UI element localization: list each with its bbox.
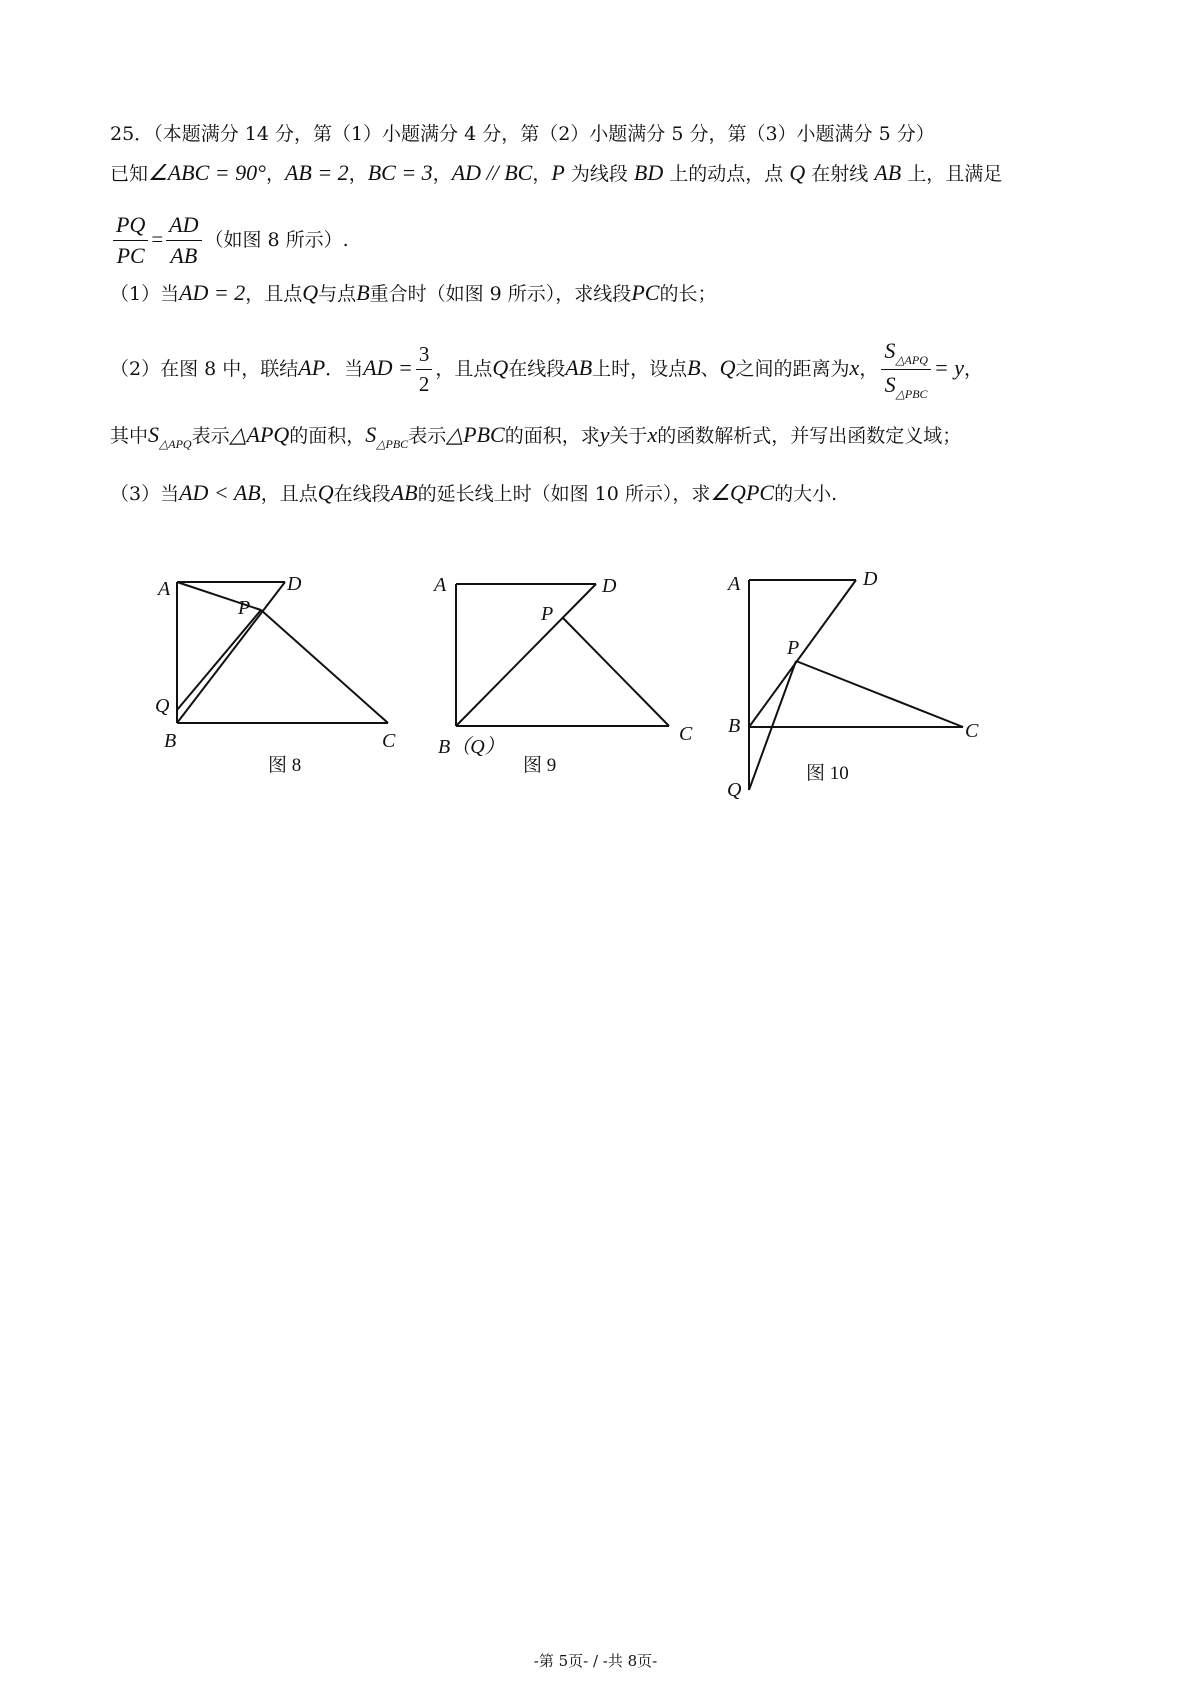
fig8-segment-ap: [177, 582, 261, 610]
part-text: 的函数解析式，并写出函数定义域；: [657, 425, 962, 447]
variable-x: x: [849, 354, 860, 380]
subscript: △APQ: [159, 437, 192, 451]
part-text: 的面积，: [289, 425, 366, 447]
fig10-segment-bd: [749, 580, 856, 727]
given-text: 为线段: [564, 163, 634, 185]
segment-ab: AB: [565, 354, 593, 380]
part-text: ．当: [325, 357, 364, 380]
condition: AD = 2: [179, 280, 246, 305]
fig10-caption: 图 10: [806, 763, 849, 784]
point-q: Q: [302, 280, 319, 305]
point-q: Q: [719, 354, 736, 380]
area-symbol: S: [884, 338, 896, 363]
bc-value: BC = 3: [367, 160, 433, 185]
part-text: 表示: [408, 425, 447, 447]
fig9-label-p: P: [541, 603, 554, 625]
ad-parallel-bc: AD // BC: [451, 160, 533, 185]
figure-9-drawing: [456, 584, 669, 726]
segment-pc: PC: [631, 280, 660, 305]
part-text: 的长；: [659, 283, 717, 305]
numerator: [881, 338, 931, 370]
page-footer: -第 5页- / -共 8页-: [533, 1652, 658, 1670]
part-label: （1）当: [110, 283, 180, 305]
part-text: ，且点: [245, 283, 303, 305]
fig8-label-a: A: [158, 578, 171, 600]
part-text: 与点: [318, 283, 357, 305]
part-text: 、: [700, 357, 720, 380]
sep: ，: [348, 163, 368, 185]
ab-value: AB = 2: [284, 160, 349, 185]
equals-sign: =: [151, 226, 164, 251]
given-prefix: 已知: [110, 163, 149, 185]
fig10-label-a: A: [728, 573, 741, 595]
denominator: [882, 370, 931, 401]
fig9-label-a: A: [434, 574, 447, 596]
variable-x: x: [647, 422, 658, 447]
part-text: 的延长线上时（如图 10 所示），求: [417, 483, 711, 505]
part-label: （3）当: [110, 483, 180, 505]
problem-score-note: （本题满分 14 分，第（1）小题满分 4 分，第（2）小题满分 5 分，第（3）小题满分 5 分）: [153, 123, 935, 145]
denominator: PC: [116, 243, 145, 269]
part-text: 在线段: [508, 357, 566, 380]
part-text: ，且点: [435, 357, 493, 380]
ray-ab: AB: [874, 160, 902, 185]
part-text: 的大小.: [774, 483, 838, 505]
part-text: 重合时（如图 9 所示），求线段: [369, 283, 632, 305]
fig9-label-bq: B（Q）: [438, 736, 505, 758]
area-symbol: S: [365, 422, 377, 447]
part-text: 在线段: [333, 483, 391, 505]
fig8-label-p: P: [238, 597, 251, 619]
sep: ，: [432, 163, 452, 185]
fig8-label-b: B: [164, 730, 177, 752]
segment-bd: BD: [633, 160, 664, 185]
given-line: [110, 160, 1002, 186]
fig8-label-q: Q: [155, 695, 170, 717]
fig9-segment-bd: [456, 584, 596, 726]
fig9-label-c: C: [679, 723, 693, 745]
part-2: [110, 338, 983, 402]
fraction-ad-ab: [166, 212, 201, 270]
given-text: 上，且满足: [901, 163, 1003, 185]
variable-y: y: [599, 422, 610, 447]
part-label: （2）在图 8 中，联结: [110, 357, 299, 380]
angle-abc: ∠ABC = 90°: [148, 160, 266, 185]
part-text: 其中: [110, 425, 149, 447]
condition: AD < AB: [179, 480, 261, 505]
numerator: AD: [166, 212, 201, 241]
given-text: 在射线: [805, 163, 875, 185]
fig10-label-c: C: [965, 720, 979, 742]
denominator: 2: [418, 372, 430, 397]
problem-number: 25．: [110, 123, 154, 145]
area-symbol: S: [148, 422, 160, 447]
sep: ，: [532, 163, 552, 185]
fig8-label-d: D: [287, 573, 302, 595]
fraction-area-ratio: [881, 338, 931, 402]
subscript: △PBC: [376, 437, 409, 451]
numerator: PQ: [113, 212, 148, 241]
segment-ab: AB: [390, 480, 418, 505]
fig9-label-d: D: [602, 575, 617, 597]
area-symbol: S: [884, 372, 896, 398]
subscript: △PBC: [895, 387, 928, 402]
figure-10-drawing: [749, 580, 963, 790]
point-p: P: [551, 160, 565, 185]
point-b: B: [687, 354, 701, 380]
fig8-label-c: C: [382, 730, 396, 752]
denominator: AB: [170, 243, 198, 269]
part-2-continued: [110, 422, 961, 451]
fig10-label-p: P: [787, 637, 800, 659]
point-q: Q: [317, 480, 334, 505]
point-q: Q: [789, 160, 806, 185]
fraction-three-halves: [416, 342, 433, 397]
part-3: [110, 480, 837, 506]
part-text: 表示: [191, 425, 230, 447]
fig8-segment-pc: [261, 610, 388, 723]
part-1: [110, 280, 716, 306]
given-text: 上的动点，点: [663, 163, 790, 185]
segment-ap: AP: [298, 354, 326, 380]
part-text: 之间的距离为: [735, 357, 850, 380]
fig9-segment-pc: [563, 618, 669, 726]
sep: ，: [265, 163, 285, 185]
part-text: 的面积，求: [504, 425, 600, 447]
fig10-segment-pq: [749, 661, 796, 790]
point-q: Q: [492, 354, 509, 380]
fig8-segment-pq: [177, 610, 261, 710]
fig10-label-b: B: [728, 715, 741, 737]
ad-eq: AD =: [363, 354, 413, 380]
fraction-pq-pc: [113, 212, 148, 270]
triangle-pbc: △PBC: [446, 422, 505, 447]
fig9-caption: 图 9: [523, 755, 557, 776]
numerator: 3: [416, 342, 433, 370]
fig10-segment-pc: [796, 661, 963, 727]
figure-reference: （如图 8 所示）.: [204, 228, 349, 251]
figure-8-drawing: [177, 582, 388, 723]
ratio-line: [110, 212, 349, 270]
angle-qpc: ∠QPC: [710, 480, 775, 505]
part-text: 上时，设点: [592, 357, 688, 380]
equals-y: = y: [933, 354, 965, 380]
part-text: 关于: [609, 425, 648, 447]
fig8-caption: 图 8: [268, 755, 302, 776]
fig8-segment-bd: [177, 582, 285, 723]
part-text: ，且点: [260, 483, 318, 505]
part-text: ，: [859, 357, 879, 380]
fig10-label-d: D: [863, 568, 878, 590]
triangle-apq: △APQ: [229, 422, 290, 447]
subscript: △APQ: [895, 353, 928, 367]
fig10-label-q: Q: [727, 779, 742, 801]
problem-header: [110, 123, 935, 146]
point-b: B: [356, 280, 370, 305]
part-text: ，: [964, 357, 984, 380]
